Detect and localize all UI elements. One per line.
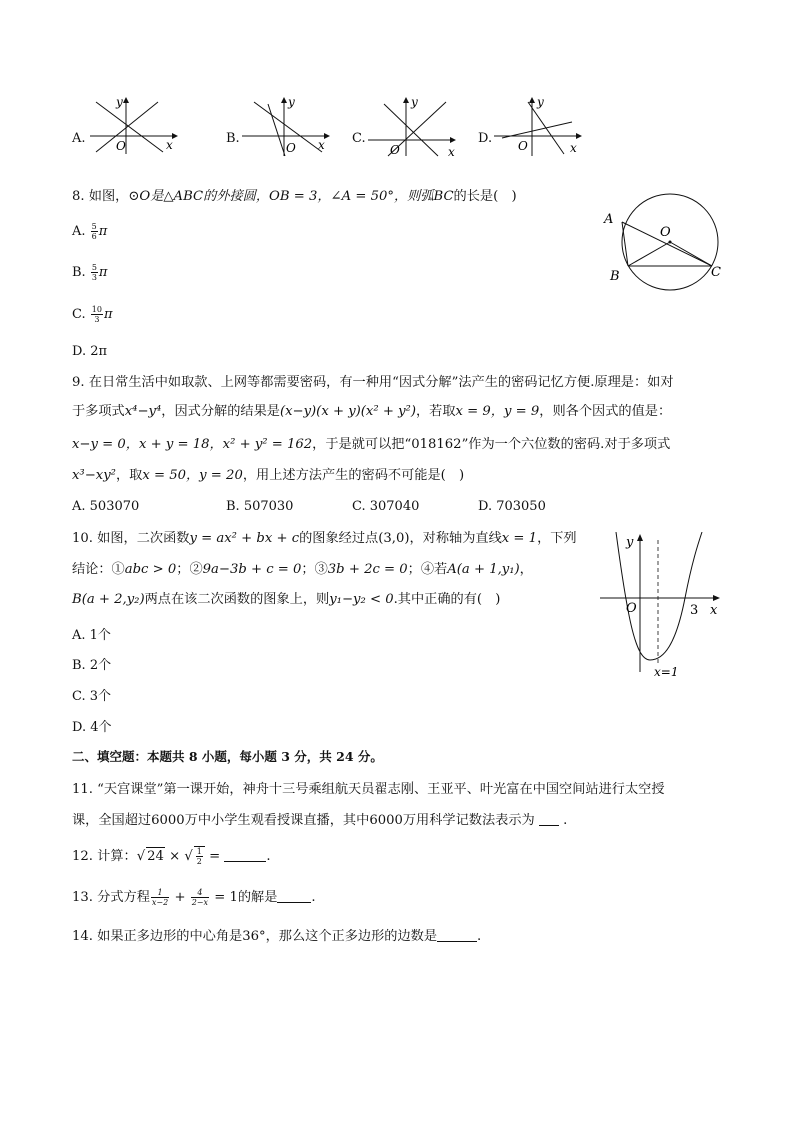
q9-option-b[interactable]: B. 507030 (226, 499, 294, 514)
q8-option-a[interactable]: A. $\frac{5}{6}$ π (72, 222, 108, 241)
q7-graph-d (492, 94, 587, 158)
q13-answer-blank[interactable] (277, 902, 311, 903)
svg-text:y: y (411, 95, 418, 109)
q9-line-2: 于多项式x⁴−y⁴，因式分解的结果是(x−y)(x + y)(x² + y²)，若取x = 9，y = 9，则各个因式的值是： (72, 404, 672, 419)
q7-option-b-label: B. (226, 131, 240, 146)
q11-answer-blank[interactable] (539, 825, 559, 826)
q9-option-d[interactable]: D. 703050 (478, 499, 546, 514)
q12-answer-blank[interactable] (224, 861, 266, 862)
q14-line: 14. 如果正多边形的中心角是36°，那么这个正多边形的边数是 . (72, 929, 482, 944)
svg-text:x: x (166, 138, 173, 152)
svg-text:y: y (288, 95, 295, 109)
q9-line-1: 9. 在日常生活中如取款、上网等都需要密码，有一种用“因式分解”法产生的密码记忆方便.原理是：如对 (72, 375, 674, 390)
q13-line: 13. 分式方程 $\frac{1}{x-2}$ + $\frac{4}{2-x}$ = 1的解是 . (72, 888, 316, 907)
q7-graph-b (240, 94, 335, 158)
q9-line-3: x−y = 0，x + y = 18，x² + y² = 162，于是就可以把“018162”作为一个六位数的密码.对于多项式 (72, 437, 671, 452)
q8-stem: 8. 如图，⊙O是△ABC的外接圆，OB = 3，∠A = 50°，则弧BC的长是( ) (72, 189, 517, 204)
q11-line-1: 11. “天宫课堂”第一课开始，神舟十三号乘组航天员翟志刚、王亚平、叶光富在中国空间站进行太空授 (72, 782, 665, 797)
svg-text:B: B (610, 269, 620, 284)
svg-text:y: y (537, 95, 544, 109)
q10-line-2: 结论：①abc > 0；②9a−3b + c = 0；③3b + 2c = 0；④若A(a + 1,y₁)， (72, 562, 533, 577)
svg-text:3: 3 (690, 603, 699, 618)
svg-text:O: O (390, 143, 400, 157)
q10-option-b[interactable]: B. 2个 (72, 658, 112, 673)
svg-text:O: O (286, 141, 296, 155)
svg-text:x=1: x=1 (654, 665, 679, 679)
q8-option-b[interactable]: B. $\frac{5}{3}$ π (72, 263, 108, 282)
q14-answer-blank[interactable] (437, 941, 477, 942)
q9-line-4: x³−xy²，取x = 50，y = 20，用上述方法产生的密码不可能是( ) (72, 468, 465, 483)
q10-line-3: B(a + 2,y₂)两点在该二次函数的图象上，则y₁−y₂ < 0.其中正确的有( ) (72, 592, 501, 607)
svg-text:y: y (116, 95, 123, 109)
svg-text:O: O (660, 225, 671, 240)
q8-option-c[interactable]: C. $\frac{10}{3}$ π (72, 305, 113, 324)
q11-line-2: 课，全国超过6000万中小学生观看授课直播，其中6000万用科学记数法表示为 . (72, 813, 568, 828)
svg-text:x: x (318, 138, 325, 152)
q10-option-d[interactable]: D. 4个 (72, 720, 112, 735)
svg-text:C: C (711, 265, 721, 280)
q10-option-a[interactable]: A. 1个 (72, 628, 111, 643)
q10-parabola-figure (598, 532, 726, 680)
svg-text:x: x (570, 141, 577, 155)
q8-option-d[interactable]: D. 2π (72, 344, 108, 359)
svg-text:x: x (710, 603, 718, 618)
q9-option-c[interactable]: C. 307040 (352, 499, 420, 514)
q9-option-a[interactable]: A. 503070 (72, 499, 140, 514)
q7-option-c-label: C. (352, 131, 366, 146)
svg-text:O: O (626, 601, 637, 616)
svg-text:y: y (626, 535, 634, 550)
q7-option-d-label: D. (478, 131, 493, 146)
svg-text:A: A (604, 212, 614, 227)
q7-a-origin: O (116, 139, 126, 153)
section-2-heading: 二、填空题：本题共 8 小题，每小题 3 分，共 24 分。 (72, 749, 383, 764)
q10-line-1: 10. 如图，二次函数y = ax² + bx + c的图象经过点(3,0)，对称轴为直线x = 1，下列 (72, 531, 577, 546)
svg-text:O: O (518, 139, 528, 153)
q7-graph-a (88, 94, 183, 156)
q12-line: 12. 计算：√ 24 × √ $\frac{1}{2}$ = . (72, 847, 271, 866)
q10-option-c[interactable]: C. 3个 (72, 689, 112, 704)
q7-option-a-label: A. (72, 131, 86, 146)
q8-circle-figure (598, 192, 728, 296)
q7-graph-c (366, 94, 461, 158)
svg-text:x: x (448, 145, 455, 158)
